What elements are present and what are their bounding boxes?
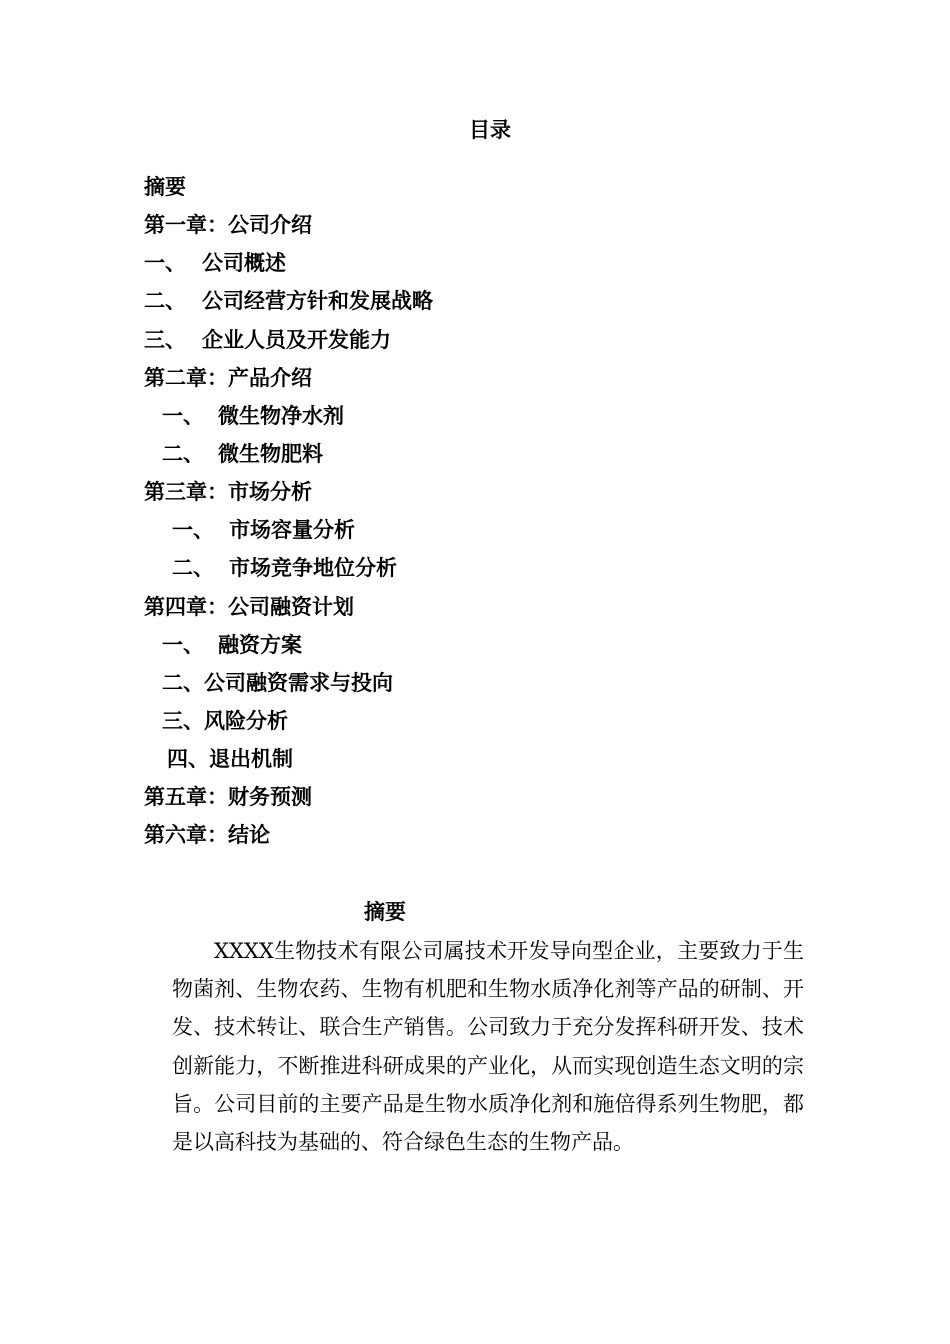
abstract-body: XXXX生物技术有限公司属技术开发导向型企业，主要致力于生物菌剂、生物农药、生物有机肥和生物水质净化剂等产品的研制、开发、技术转让、联合生产销售。公司致力于充分发挥科研开发、技术创新能力，不断推进科研成果的产业化，从而实现创造生态文明的宗旨。公司目前的主要产品是生物水质净化剂和施倍得系列生物肥，都是以高科技为基础的、符合绿色生态的生物产品。 [172,939,804,1155]
toc-item-number: 三、 [144,326,186,352]
toc-item-text: 企业人员及开发能力 [202,326,391,352]
toc-item-number: 一、 [144,250,186,276]
toc-item-text: 三、风险分析 [162,707,288,733]
abstract-title: 摘要 [364,899,406,924]
toc-item-text: 市场容量分析 [229,517,355,543]
toc-item-text: 市场竞争地位分析 [229,555,397,581]
toc-item-text: 四、退出机制 [167,746,293,772]
toc-item-text: 摘要 [144,174,186,199]
toc-item-text: 二、公司融资需求与投向 [162,669,393,695]
toc-item-text: 公司概述 [202,250,286,276]
toc-item-text: 微生物肥料 [218,440,323,466]
toc-item-text: 第五章：财务预测 [144,784,312,810]
toc-item-text: 第六章：结论 [144,822,270,848]
toc-item-number: 一、 [162,402,204,428]
toc-item-number: 二、 [144,288,186,314]
toc-title: 目录 [469,117,511,142]
toc-item-text: 融资方案 [218,631,302,657]
toc-item-number: 二、 [162,440,204,466]
toc-item-text: 第三章：市场分析 [144,479,312,505]
toc-item-number: 一、 [172,517,214,543]
toc-item-text: 第一章：公司介绍 [144,212,312,238]
toc-item-number: 二、 [172,555,214,581]
toc-item-text: 第二章：产品介绍 [144,364,312,390]
toc-item-text: 第四章：公司融资计划 [144,593,354,619]
toc-item-number: 一、 [162,631,204,657]
toc-item-text: 微生物净水剂 [218,402,344,428]
toc-item-text: 公司经营方针和发展战略 [202,288,433,314]
